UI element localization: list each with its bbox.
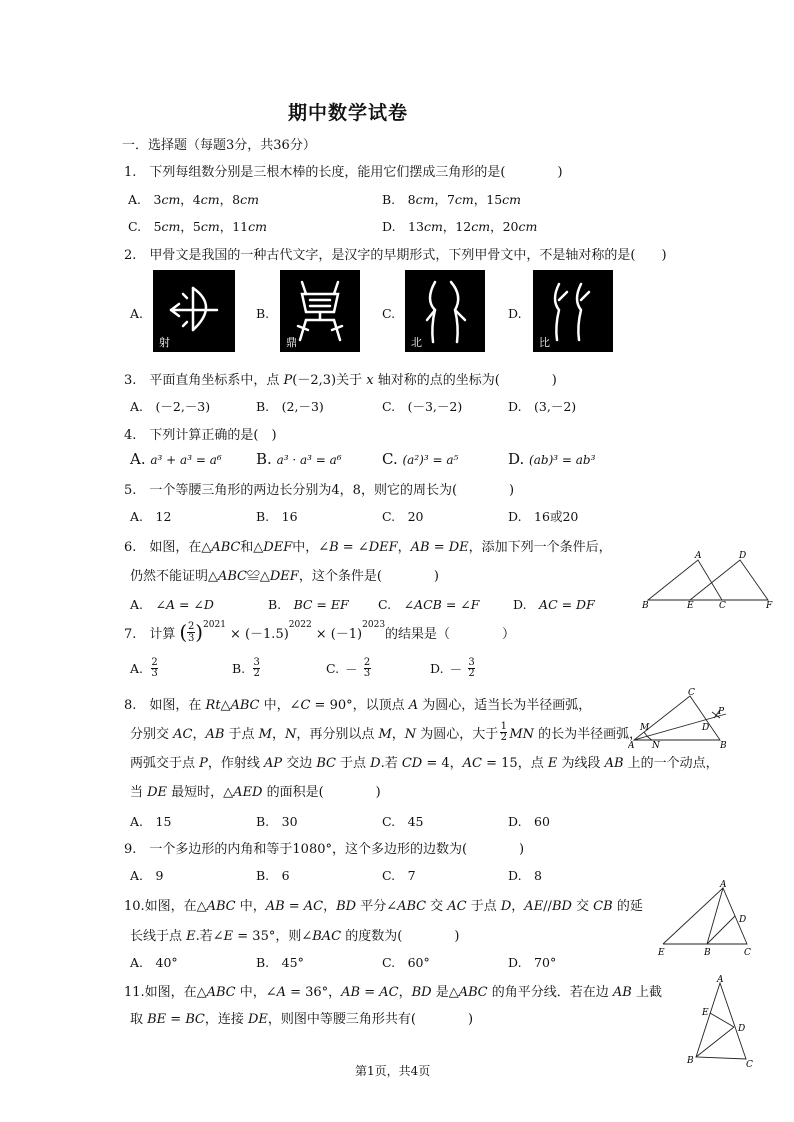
page-footer: 第1页，共4页 — [355, 1064, 431, 1078]
page-title: 期中数学试卷 — [288, 102, 409, 124]
question-4-stem: 4. 下列计算正确的是( ) — [124, 428, 277, 443]
q8-frac-den: 2 — [500, 732, 507, 743]
q9-option-b: B. 6 — [256, 868, 290, 883]
q6-fig-label-d: D — [739, 551, 747, 561]
q8-fig-label-m: M — [640, 723, 650, 733]
oracle-bone-char-bei — [405, 270, 485, 352]
q8-fig-label-n: N — [652, 741, 660, 750]
q7-option-c — [326, 658, 371, 679]
q8-line2-part-a: 分别交 𝐴𝐶，𝐴𝐵 于点 𝑀，𝑁，再分别以点 𝑀，𝑁 为圆心，大于 — [130, 727, 499, 742]
question-5-stem: 5. 一个等腰三角形的两边长分别为4，8，则它的周长为( ) — [124, 483, 515, 498]
q6-fig-label-e: E — [687, 601, 694, 611]
q4-option-a-expr: a³ + a³ = a⁶ — [150, 453, 222, 467]
question-9-stem: 9. 一个多边形的内角和等于1080°，这个多边形的边数为( ) — [124, 842, 525, 857]
q7-frac-num: 2 — [188, 620, 195, 632]
q10-option-b: B. 45° — [256, 955, 304, 970]
question-8-line-4: 当 𝐷𝐸 最短时，△𝐴𝐸𝐷 的面积是( ) — [130, 785, 381, 800]
q3-option-a: A. (－2,－3) — [130, 399, 211, 414]
q10-fig-label-e: E — [658, 948, 665, 958]
q5-option-d: D. 16或20 — [508, 509, 579, 524]
q11-fig-label-a: A — [717, 975, 724, 985]
q4-option-b-expr: a³ · a³ = a⁶ — [276, 453, 342, 467]
q11-figure — [682, 975, 762, 1070]
q4-option-c-expr: (a²)³ = a⁵ — [402, 453, 459, 467]
q6-fig-label-a: A — [695, 551, 702, 561]
q7-d-sign: － — [449, 661, 463, 677]
q11-fig-label-e: E — [702, 1008, 709, 1018]
q7-pre: 7. 计算 — [124, 626, 176, 642]
q4-option-c — [382, 450, 458, 468]
q7-option-a-label: A. — [130, 661, 144, 676]
q7-post: 的结果是（ ） — [385, 626, 516, 642]
q6-option-c: C. ∠𝐴𝐶𝐵 = ∠𝐹 — [378, 597, 480, 612]
q4-option-b — [256, 450, 342, 468]
q10-option-d: D. 70° — [508, 955, 557, 970]
q7-option-b — [232, 658, 260, 679]
question-6-line-1: 6. 如图，在△𝐴𝐵𝐶和△𝐷𝐸𝐹中，∠𝐵 = ∠𝐷𝐸𝐹，𝐴𝐵 = 𝐷𝐸，添加下列一个条件后， — [124, 540, 612, 555]
q9-option-a: A. 9 — [130, 868, 164, 883]
q4-option-d-expr: (ab)³ = ab³ — [529, 453, 596, 467]
q8-line2-part-b: 𝑀𝑁 的长为半径画弧， — [509, 727, 643, 742]
q6-figure — [640, 550, 775, 612]
q7-a-den: 3 — [151, 668, 158, 679]
q7-b-den: 2 — [253, 668, 260, 679]
question-10-line-1: 10.如图，在△𝐴𝐵𝐶 中，𝐴𝐵 = 𝐴𝐶，𝐵𝐷 平分∠𝐴𝐵𝐶 交 𝐴𝐶 于点 𝐷，𝐴𝐸//𝐵𝐷 交 𝐶𝐵 的延 — [124, 899, 643, 914]
question-1-stem: 1. 下列每组数分别是三根木棒的长度，能用它们摆成三角形的是( ) — [124, 165, 563, 180]
q8-option-d: D. 60 — [508, 814, 550, 829]
q10-fig-label-a: A — [720, 880, 727, 890]
section-heading: 一．选择题（每题3分，共36分） — [122, 138, 316, 153]
q7-d-num: 3 — [468, 657, 475, 668]
q10-fig-label-c: C — [744, 948, 751, 958]
q8-fig-label-d: D — [702, 723, 710, 733]
q8-figure — [628, 688, 738, 750]
q9-option-c: C. 7 — [382, 868, 416, 883]
q11-fig-label-c: C — [746, 1060, 753, 1070]
q1-option-c: C. 5𝑐𝑚，5𝑐𝑚，11𝑐𝑚 — [128, 219, 267, 234]
q4-option-d — [508, 450, 595, 468]
q2-option-a-label: A. — [130, 306, 144, 321]
q1-option-b: B. 8𝑐𝑚，7𝑐𝑚，15𝑐𝑚 — [382, 192, 522, 207]
q6-option-b: B. 𝐵𝐶 = 𝐸𝐹 — [268, 597, 349, 612]
q10-fig-label-b: B — [704, 948, 711, 958]
question-8-line-1: 8. 如图，在 𝑅𝑡△𝐴𝐵𝐶 中，∠𝐶 = 90°，以顶点 𝐴 为圆心，适当长为半径画弧， — [124, 698, 592, 713]
q3-option-b: B. (2,－3) — [256, 399, 324, 414]
q2-option-b-label: B. — [256, 306, 270, 321]
oracle-char-caption: 比 — [539, 336, 550, 349]
q6-fig-label-c: C — [719, 601, 726, 611]
q2-option-d-label: D. — [508, 306, 522, 321]
q11-fig-label-b: B — [687, 1056, 694, 1066]
q4-option-c-label: C. — [382, 450, 398, 468]
q8-option-b: B. 30 — [256, 814, 298, 829]
q8-option-a: A. 15 — [130, 814, 172, 829]
q4-option-a-label: A. — [130, 450, 146, 468]
q5-option-c: C. 20 — [382, 509, 424, 524]
question-11-line-2: 取 𝐵𝐸 = 𝐵𝐶，连接 𝐷𝐸，则图中等腰三角形共有( ) — [130, 1012, 474, 1027]
q4-option-b-label: B. — [256, 450, 272, 468]
q7-a-num: 2 — [151, 657, 158, 668]
question-3-stem: 3. 平面直角坐标系中，点 𝑃(－2,3)关于 𝑥 轴对称的点的坐标为( ) — [124, 373, 557, 388]
q1-option-a: A. 3𝑐𝑚，4𝑐𝑚，8𝑐𝑚 — [128, 192, 259, 207]
q10-figure — [655, 880, 760, 958]
oracle-char-caption: 北 — [411, 336, 422, 349]
q6-fig-label-f: F — [766, 601, 773, 611]
q1-option-d: D. 13𝑐𝑚，12𝑐𝑚，20𝑐𝑚 — [382, 219, 538, 234]
q8-option-c: C. 45 — [382, 814, 424, 829]
q9-option-d: D. 8 — [508, 868, 543, 883]
q8-fig-label-b: B — [720, 741, 727, 750]
q2-option-c-label: C. — [382, 306, 396, 321]
oracle-char-caption: 射 — [159, 336, 170, 349]
q7-b-num: 3 — [253, 657, 260, 668]
oracle-bone-char-bi — [533, 270, 613, 352]
q6-fig-label-b: B — [642, 601, 649, 611]
q7-option-d-label: D. — [430, 661, 444, 676]
question-6-line-2: 仍然不能证明△𝐴𝐵𝐶≌△𝐷𝐸𝐹，这个条件是( ) — [130, 569, 439, 584]
q7-d-den: 2 — [468, 668, 475, 679]
q7-exp-2: 2022 — [288, 620, 312, 630]
q5-option-a: A. 12 — [130, 509, 172, 524]
q8-fig-label-a: A — [628, 741, 635, 750]
question-2-stem: 2. 甲骨文是我国的一种古代文字，是汉字的早期形式，下列甲骨文中，不是轴对称的是( ) — [124, 248, 667, 263]
q5-option-b: B. 16 — [256, 509, 298, 524]
q7-mid-2: × (－1) — [315, 626, 363, 642]
question-7-stem: 7. 计算 ( 2 3 ) $^{2021}$ × (－1.5) $^{2022}$ × (－1) $^{2023}$ 的结果是（ ） — [124, 620, 516, 644]
q7-c-sign: － — [345, 661, 358, 677]
q7-mid: × (－1.5) — [229, 626, 289, 642]
question-11-line-1: 11.如图，在△𝐴𝐵𝐶 中，∠𝐴 = 36°，𝐴𝐵 = 𝐴𝐶，𝐵𝐷 是△𝐴𝐵𝐶 的角平分线．若在边 𝐴𝐵 上截 — [124, 985, 662, 1000]
oracle-bone-char-ding — [280, 270, 360, 352]
q4-option-d-label: D. — [508, 450, 525, 468]
oracle-bone-char-she — [153, 270, 235, 352]
q7-option-c-label: C. — [326, 661, 340, 676]
question-8-line-3: 两弧交于点 𝑃，作射线 𝐴𝑃 交边 𝐵𝐶 于点 𝐷.若 𝐶𝐷 = 4，𝐴𝐶 = 15，点 𝐸 为线段 𝐴𝐵 上的一个动点， — [130, 756, 719, 771]
q7-option-b-label: B. — [232, 661, 246, 676]
q11-fig-label-d: D — [738, 1024, 746, 1034]
q8-fig-label-p: P — [718, 707, 725, 717]
q10-option-c: C. 60° — [382, 955, 430, 970]
q8-frac-num: 1 — [500, 721, 507, 732]
q7-c-den: 3 — [363, 668, 371, 679]
q6-option-d: D. 𝐴𝐶 = 𝐷𝐹 — [513, 597, 595, 612]
question-10-line-2: 长线于点 𝐸.若∠𝐸 = 35°，则∠𝐵𝐴𝐶 的度数为( ) — [130, 929, 460, 944]
oracle-char-caption: 鼎 — [286, 336, 297, 349]
q3-option-d: D. (3,－2) — [508, 399, 577, 414]
q7-frac-den: 3 — [188, 632, 195, 644]
q7-option-d — [430, 658, 475, 679]
question-8-line-2 — [130, 722, 642, 743]
q7-exp-1: 2021 — [203, 620, 226, 630]
q7-option-a — [130, 658, 158, 679]
q4-option-a — [130, 450, 222, 468]
q3-option-c: C. (－3,－2) — [382, 399, 463, 414]
q6-option-a: A. ∠𝐴 = ∠𝐷 — [130, 597, 214, 612]
q7-exp-3: 2023 — [362, 620, 386, 630]
q10-fig-label-d: D — [739, 915, 747, 925]
q10-option-a: A. 40° — [130, 955, 178, 970]
q8-fig-label-c: C — [688, 688, 695, 698]
q7-c-num: 2 — [363, 657, 371, 668]
